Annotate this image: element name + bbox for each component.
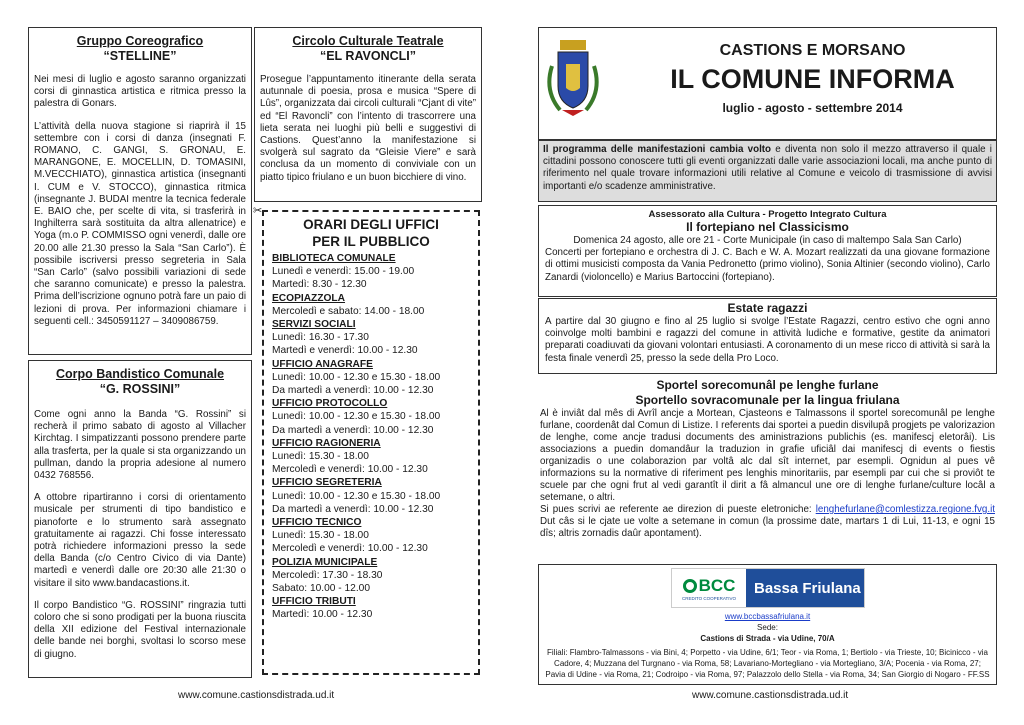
office-name: UFFICIO SEGRETERIA	[272, 477, 382, 489]
bcc-logo	[671, 568, 865, 608]
office-hours: Lunedì: 16.30 - 17.30	[272, 332, 369, 344]
office-hours: Da martedì a venerdì: 10.00 - 12.30	[272, 385, 434, 397]
sportel-title: Sportel sorecomunâl pe lenghe furlane	[656, 378, 879, 392]
sportel-title-2: Sportello sovracomunale per la lingua friulana	[635, 393, 900, 407]
office-name: UFFICIO RAGIONERIA	[272, 437, 381, 449]
office-hours: Martedì: 8.30 - 12.30	[272, 279, 367, 291]
stelline-box	[28, 27, 252, 355]
ravoncli-box	[254, 27, 482, 202]
ravoncli-title: Circolo Culturale Teatrale	[292, 34, 444, 48]
coat-of-arms-icon	[542, 36, 604, 120]
rossini-p2: A ottobre ripartiranno i corsi di orientamento musicale per strumenti di tipo bandistico e pianoforte e lo strumento sarà assegnato gratuitamente ai ragazzi. Chi fosse interessato potrà richiedere informazioni presso la sede della Banda (c/o Centro Civico di via Dante) martedì e venerdì dalle ore 20:30 alle 21:30 o visitare il sito www.bandacastions.it.	[34, 492, 246, 589]
office-hours: Sabato: 10.00 - 12.00	[272, 583, 370, 595]
rossini-box	[28, 360, 252, 678]
bcc-site-link[interactable]: www.bccbassafriulana.it	[724, 612, 811, 621]
office-name: POLIZIA MUNICIPALE	[272, 556, 378, 568]
intro-box	[538, 140, 997, 202]
office-hours: Lunedì: 15.30 - 18.00	[272, 451, 369, 463]
office-hours: Lunedì: 10.00 - 12.30 e 15.30 - 18.00	[272, 371, 441, 383]
estate-body: A partire dal 30 giugno e fino al 25 luglio si svolge l’Estate Ragazzi, centro estivo che ogni anno coinvolge molti bambini e ragazzi del comune in attività ludiche e formative, gestite da animatori preparati coadiuvati da giovani volontari entusiasti. A coronamento di un mese ricco di attività si sarà la festa finale venerdì 25, presso la sede della Pro Loco.	[545, 316, 990, 364]
email-link[interactable]: lenghefurlane@comlestizza.regione.fvg.it	[815, 504, 995, 515]
bcc-logo-sub: CREDITO COOPERATIVO	[681, 595, 737, 601]
office-hours: Mercoledì e venerdì: 10.00 - 12.30	[272, 464, 428, 476]
estate-title: Estate ragazzi	[727, 301, 808, 315]
newsletter-title: IL COMUNE INFORMA	[670, 64, 955, 94]
bcc-filiali: Filiali: Flambro-Talmassons - via Bini, 4; Porpetto - via Udine, 6/1; Teor - via Roma, 1; Bertiolo - via Trieste, 10; Bicinicco - via Cadore, 4; Muzzana del Turgnano - via Roma, 58; Lavariano-Mortegliano - via Mortegliano, 3/A; Pocenia - via Roma, 27; Pavia di Udine - via Roma, 21; Codroipo - via Roma, 97; Palazzolo dello Stella - via Roma, 34; San Giorgio di Nogaro - FF.SS	[545, 648, 990, 679]
footer-url-left[interactable]: www.comune.castionsdistrada.ud.it	[178, 690, 335, 701]
office-hours: Mercoledì e venerdì: 10.00 - 12.30	[272, 543, 428, 555]
office-name: BIBLIOTECA COMUNALE	[272, 253, 396, 264]
bcc-brand: Bassa Friulana	[746, 569, 864, 607]
footer-url-right[interactable]: www.comune.castionsdistrada.ud.it	[692, 690, 849, 701]
office-name: UFFICIO ANAGRAFE	[272, 358, 373, 370]
ravoncli-p1: Prosegue l’appuntamento itinerante della serata autunnale di poesia, prosa e musica “Spere di Lûs”, organizzata dai circoli culturali “Cjant di vite” ed “El Ravoncli” con l’intento di trascorrere una lieta serata nei luoghi più belli e suggestivi di Castions. Quest’anno la manifestazione si svolgerà sul sagrato da “Gleisie Viere” e sarà conclusa da un momento di conviviale con un piatto tipico friulano e un buon bicchiere di vino.	[260, 74, 476, 183]
office-name: UFFICIO TRIBUTI	[272, 596, 356, 608]
office-hours: Da martedì a venerdì: 10.00 - 12.30	[272, 424, 434, 436]
office-name: ECOPIAZZOLA	[272, 292, 346, 304]
orari-title-2: PER IL PUBBLICO	[312, 234, 430, 249]
bcc-logo-text: BCC	[698, 575, 736, 595]
office-hours: Lunedì e venerdì: 15.00 - 19.00	[272, 266, 415, 278]
estate-box	[538, 298, 997, 374]
stelline-subtitle: “STELLINE”	[103, 49, 177, 63]
office-hours: Mercoledì e sabato: 14.00 - 18.00	[272, 305, 425, 317]
intro-text: Il programma delle manifestazioni cambia volto e diventa non solo il mezzo attraverso il quale i cittadini possono conoscere tutti gli eventi organizzati dalle varie associazioni locali, ma anche punto di riferimento nel quale trovare informazioni utili relative al Comune e veicolo di trasmissione di avvisi importanti e/o scadenze amministrative.	[543, 144, 992, 192]
bcc-sede-label: Sede:	[757, 623, 778, 632]
newsletter-period: luglio - agosto - settembre 2014	[722, 101, 903, 115]
rossini-subtitle: “G. ROSSINI”	[99, 382, 181, 396]
fortepiano-date: Domenica 24 agosto, alle ore 21 - Corte Municipale (in caso di maltempo Sala San Carlo)	[573, 235, 962, 246]
stelline-title: Gruppo Coreografico	[76, 34, 204, 48]
office-hours: Lunedì: 10.00 - 12.30 e 15.30 - 18.00	[272, 411, 441, 423]
bcc-sede: Castions di Strada - via Udine, 70/A	[700, 634, 835, 643]
bcc-mark-icon	[683, 579, 697, 593]
town-name: CASTIONS E MORSANO	[719, 42, 906, 59]
rossini-p3: Il corpo Bandistico “G. ROSSINI” ringrazia tutti coloro che si sono prodigati per la buona riuscita della XII edizione del Festival internazionale delle bande nei borghi, svoltasi lo scorso mese di giugno.	[34, 599, 246, 660]
sportel-contact: Si pues scrivi ae referente ae direzion di pueste eletroniche: lenghefurlane@comlestizza.regione.fvg.it Dut câs si le cjate ue volte a setemane in comun (la prossime date, martars 1 di Lui, 11-13, e ogni 15 dîs; altris zornadis daûr apontament).	[540, 504, 995, 539]
sportel-box	[538, 378, 997, 563]
scissors-icon: ✂	[253, 205, 263, 217]
fortepiano-box	[538, 205, 997, 297]
office-name: UFFICIO PROTOCOLLO	[272, 398, 388, 410]
masthead-box	[538, 27, 997, 140]
stelline-p1: Nei mesi di luglio e agosto saranno organizzati corsi di ginnastica artistica e ritmica presso la palestra di Gonars.	[34, 74, 246, 110]
fortepiano-title: Il fortepiano nel Classicismo	[686, 220, 849, 234]
office-hours: Martedì: 10.00 - 12.30	[272, 609, 373, 621]
stelline-p2: L’attività della nuova stagione si riaprirà il 15 settembre con i corsi di danza (insegnati F. ROMANO, C. GANGI, S. GRONAU, E. MARANGONE, E. MOCELLIN, D. TOMASINI, M.VECCHIATO), ginnastica artistica (insegnanti I. CUM e V. STOCCO), ginnastica ritmica (insegnante J. BUDAI mentre la tecnica federale E. BAIO che, per scelte di vita, si trasferirà in Inghilterra sarà sostituita da altra allenatrice) e Yoga (m.o P. COMMISSO ogni venerdì, dalle ore 20.00 alle 21.30 presso la Sala “San Carlo”). È possibile iscriversi presso segreteria in Sala “San Carlo” (salvo possibili variazioni di sede che saranno comunicate) e presso la palestra. Prima dell’iscrizione ognuno potrà fare un paio di lezioni di prova. Per informazioni chiamare i seguenti cell.: 3450591127 – 3409086759.	[34, 120, 246, 327]
orari-list	[272, 252, 470, 622]
office-hours: Lunedì: 15.30 - 18.00	[272, 530, 369, 542]
orari-title: ORARI DEGLI UFFICI	[303, 217, 439, 232]
rossini-title: Corpo Bandistico Comunale	[55, 367, 225, 381]
orari-box	[253, 205, 480, 675]
bcc-box	[538, 564, 997, 685]
office-name: SERVIZI SOCIALI	[272, 319, 356, 331]
ravoncli-subtitle: “EL RAVONCLI”	[319, 49, 417, 63]
office-hours: Da martedì a venerdì: 10.00 - 12.30	[272, 503, 434, 515]
office-hours: Mercoledì: 17.30 - 18.30	[272, 569, 383, 581]
office-hours: Martedì e venerdì: 10.00 - 12.30	[272, 345, 418, 357]
sportel-body: Al è inviât dal mês di Avrîl ancje a Mortean, Cjasteons e Talmassons il sportel sorecomunâl pe lenghe furlane, coordenât dal Comun di Listize. I referents dai sportei a puedin disvilupâ progjets pe valorizazion de lenghe, come ancje tradusi documents des aministrazions publichis (es. manifescj eletorâi). Lis associazions a puedin domandâur la traduzion in grafie uficiâl dai manifescj di events o fiestis organizadis o une colaborazion par voltâ alc dal sît internet, par esempli. Ognidun al pues vê informazions su la normative di riferiment pes lenghis minoritariis, par esempli par cui che si proviôt te scuele par che ogni frut al vedi garantît il dirit a fâ almancul une ore di lenghe furlane/culture locâl a setemane, o altri.	[540, 408, 995, 503]
office-hours: Lunedì: 10.00 - 12.30 e 15.30 - 18.00	[272, 490, 441, 502]
rossini-p1: Come ogni anno la Banda “G. Rossini” si recherà il primo sabato di agosto al Villacher Kirchtag. I simpatizzanti possono prendere parte alla trasferta, per la quale si sta organizzando un pullman, dando la propria adesione al numero 0432 768556.	[34, 409, 246, 482]
fortepiano-body: Concerti per fortepiano e orchestra di J. C. Bach e W. A. Mozart realizzati da una giovane formazione di ottimi musicisti composta da Vania Pedronetto (primo violino), Sonia Altinier (secondo violino), Carlo Zanardi (violoncello) e Marius Bartoccini (fortepiano).	[545, 247, 990, 283]
fortepiano-kicker: Assessorato alla Cultura - Progetto Integrato Cultura	[648, 209, 887, 220]
office-name: UFFICIO TECNICO	[272, 517, 362, 529]
